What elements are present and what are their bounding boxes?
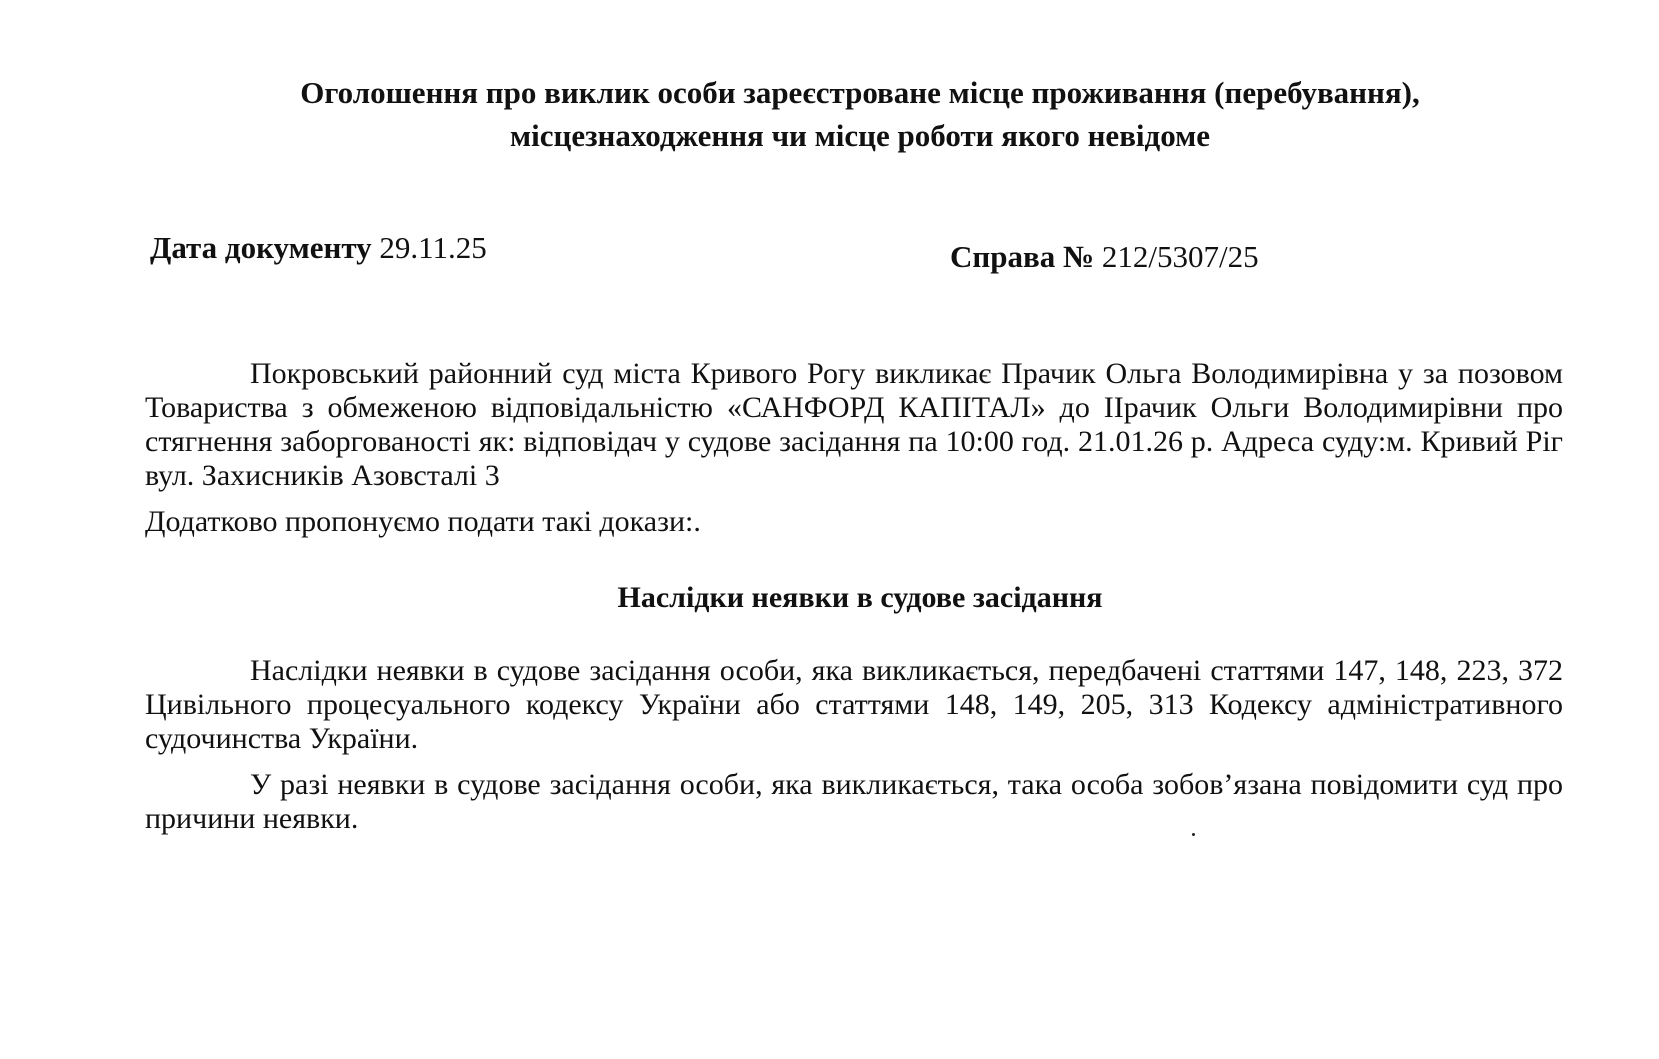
consequences-heading: Наслідки неявки в судове засідання xyxy=(617,581,1103,614)
evidence-request: Додатково пропонуємо подати такі докази:. xyxy=(145,505,701,538)
document-date-value: 29.11.25 xyxy=(379,230,487,265)
case-number xyxy=(950,237,1259,277)
scan-speck xyxy=(1192,833,1195,836)
document-title-line-1: Оголошення про виклик особи зареєстроване місце проживання (перебування), xyxy=(300,75,1420,110)
notice-paragraph xyxy=(145,768,1563,836)
summons-paragraph xyxy=(145,357,1563,493)
case-number-label: Справа № xyxy=(950,239,1095,274)
consequences-text: Наслідки неявки в судове засідання особи, яка викликається, передбачені статтями 147, 148, 223, 372 Цивільного процесуального кодексу України або статтями 148, 149, 205, 313 Кодексу адміністративного судочинства України. xyxy=(145,654,1563,755)
case-number-value: 212/5307/25 xyxy=(1101,239,1259,274)
notice-text: У разі неявки в судове засідання особи, яка викликається, така особа зобов’язана повідомити суд про причини неявки. xyxy=(145,768,1563,835)
summons-text: Покровський районний суд міста Кривого Рогу викликає Прачик Ольга Володимирівна у за позовом Товариства з обмеженою відповідальністю «САНФОРД КАПІТАЛ» до ІІрачик Ольги Володимирівни про стягнення заборгованості як: відповідач у судове засідання па 10:00 год. 21.01.26 р. Адреса суду:м. Кривий Ріг вул. Захисників Азовсталі 3 xyxy=(145,357,1563,492)
document-date-label: Дата документу xyxy=(150,230,372,265)
consequences-paragraph xyxy=(145,654,1563,756)
document-title-line-2: місцезнаходження чи місце роботи якого невідоме xyxy=(509,118,1211,153)
document-date xyxy=(150,228,487,268)
